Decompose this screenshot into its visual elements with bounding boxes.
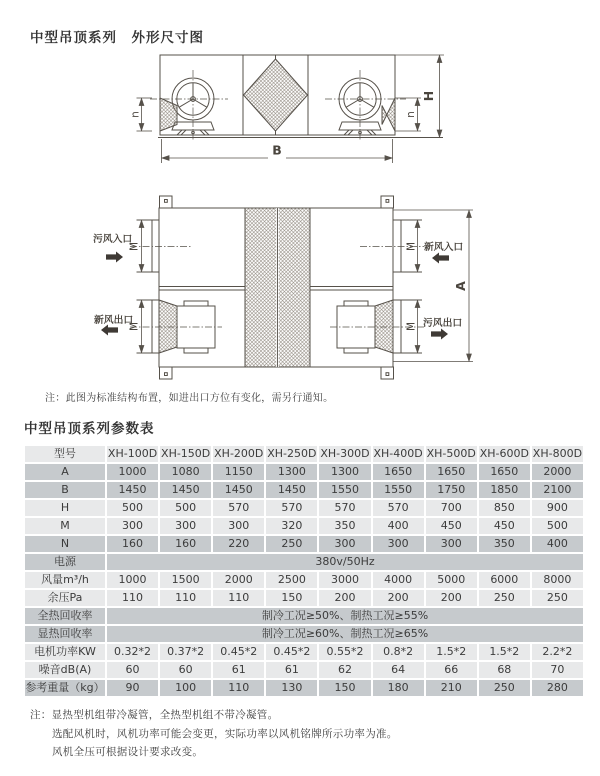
table-cell: 1650 xyxy=(479,464,530,480)
table-row xyxy=(25,590,583,606)
table-cell: 700 xyxy=(426,500,477,516)
table-cell: 1450 xyxy=(266,482,317,498)
dim-label-m-bottom-left: M xyxy=(128,321,141,332)
table-cell: 200 xyxy=(373,590,424,606)
table-cell: 2000 xyxy=(532,464,583,480)
footnote-text: 显热型机组带冷凝管，全热型机组不带冷凝管。 xyxy=(51,709,279,721)
dim-label-m-top-left: M xyxy=(128,241,141,252)
row-label: M xyxy=(25,518,105,534)
table-row xyxy=(25,500,583,516)
table-cell: 90 xyxy=(107,680,158,696)
dim-label-h: H xyxy=(421,90,436,102)
table-cell: XH-800D xyxy=(532,447,583,460)
table-cell: 570 xyxy=(213,500,264,516)
table-cell: 64 xyxy=(373,662,424,678)
merged-cell: 制冷工况≥60%、制热工况≥65% xyxy=(107,626,583,642)
table-cell: 1.5*2 xyxy=(479,644,530,660)
table-cell: 0.8*2 xyxy=(373,644,424,660)
table-cell: 1450 xyxy=(160,482,211,498)
row-label: 参考重量（kg） xyxy=(25,681,105,694)
row-label: H xyxy=(25,500,105,516)
table-cell: 200 xyxy=(319,590,370,606)
footnote-text: 风机全压可根据设计要求改变。 xyxy=(52,746,204,758)
table-cell: 1000 xyxy=(107,572,158,588)
table-cell: 1500 xyxy=(160,572,211,588)
footnotes xyxy=(30,706,398,762)
table-cell: 250 xyxy=(532,590,583,606)
table-cell: 500 xyxy=(160,500,211,516)
dim-label-b: B xyxy=(272,142,282,158)
table-cell: 280 xyxy=(532,680,583,696)
table-cell: XH-300D xyxy=(320,447,370,460)
table-cell: 110 xyxy=(107,590,158,606)
table-cell: 0.32*2 xyxy=(107,644,158,660)
table-cell: 570 xyxy=(319,500,370,516)
dim-label-n-right: n xyxy=(405,111,417,118)
table-cell: 300 xyxy=(160,518,211,534)
top-view xyxy=(101,196,473,379)
row-label: 显热回收率 xyxy=(25,626,105,642)
table-cell: XH-250D xyxy=(267,447,317,460)
footnote-text: 选配风机时，风机功率可能会变更，实际功率以风机铭牌所示功率为准。 xyxy=(52,727,398,740)
table-cell: 60 xyxy=(107,662,158,678)
row-label: 全热回收率 xyxy=(25,608,105,624)
table-cell: 300 xyxy=(426,536,477,552)
table-cell: 1650 xyxy=(426,464,477,480)
row-label: N xyxy=(25,536,105,552)
table-cell: 250 xyxy=(266,536,317,552)
table-header-row xyxy=(25,446,583,462)
table-cell: 60 xyxy=(160,662,211,678)
header-label: 型号 xyxy=(25,446,105,462)
spec-table xyxy=(25,446,583,698)
table-cell: 8000 xyxy=(532,572,583,588)
table-cell: 110 xyxy=(213,680,264,696)
table-cell: 320 xyxy=(266,518,317,534)
footnote-line xyxy=(30,743,398,762)
table-cell: XH-600D xyxy=(479,447,529,460)
table-cell: 1550 xyxy=(319,482,370,498)
row-label: 噪音dB(A) xyxy=(25,662,105,678)
port-label-fresh-air-outlet: 新风出口 xyxy=(94,315,134,326)
table-cell: 400 xyxy=(532,536,583,552)
table-cell: XH-150D xyxy=(161,447,211,460)
port-label-stale-air-inlet: 污风入口 xyxy=(93,234,133,245)
table-cell: 1000 xyxy=(107,464,158,480)
footnote-line xyxy=(30,706,398,725)
row-label: 电源 xyxy=(25,554,105,570)
table-title: 中型吊顶系列参数表 xyxy=(24,421,155,437)
table-cell: 1150 xyxy=(213,464,264,480)
table-cell: 350 xyxy=(319,518,370,534)
table-cell: 3000 xyxy=(319,572,370,588)
table-cell: 500 xyxy=(532,518,583,534)
table-cell: 1750 xyxy=(426,482,477,498)
dim-label-n-left: n xyxy=(129,111,142,118)
table-row-power xyxy=(25,554,583,570)
page-title: 中型吊顶系列 外形尺寸图 xyxy=(30,30,204,46)
port-label-fresh-air-inlet: 新风入口 xyxy=(424,242,464,253)
table-cell: 0.45*2 xyxy=(266,644,317,660)
table-row-sensible-heat-recovery xyxy=(25,626,583,642)
table-cell: 300 xyxy=(319,536,370,552)
arrow-left-icon xyxy=(432,253,449,264)
table-row xyxy=(25,518,583,534)
table-cell: 300 xyxy=(213,518,264,534)
table-row xyxy=(25,644,583,660)
table-cell: 1850 xyxy=(479,482,530,498)
right-fan xyxy=(325,70,406,141)
table-cell: 61 xyxy=(213,662,264,678)
side-view xyxy=(137,55,445,163)
arrow-right-icon xyxy=(106,252,123,263)
table-cell: 180 xyxy=(373,680,424,696)
diagram-note: 注：此图为标准结构布置，如进出口方位有变化，需另行通知。 xyxy=(45,393,334,404)
table-cell: 1550 xyxy=(373,482,424,498)
header-cells xyxy=(107,446,583,462)
table-cell: 300 xyxy=(107,518,158,534)
table-cell: 1300 xyxy=(319,464,370,480)
table-cell: 160 xyxy=(160,536,211,552)
dim-label-a: A xyxy=(453,281,468,291)
table-cell: 570 xyxy=(266,500,317,516)
table-cell: 1300 xyxy=(266,464,317,480)
table-cell: 570 xyxy=(373,500,424,516)
table-cell: 5000 xyxy=(426,572,477,588)
table-cell: 220 xyxy=(213,536,264,552)
table-cell: 66 xyxy=(426,662,477,678)
table-cell: 400 xyxy=(373,518,424,534)
row-label: 余压Pa xyxy=(25,590,105,606)
table-cell: 150 xyxy=(266,590,317,606)
row-label: 电机功率KW xyxy=(25,644,105,660)
left-fan xyxy=(150,70,228,141)
table-row xyxy=(25,536,583,552)
table-cell: 200 xyxy=(426,590,477,606)
table-cell: 130 xyxy=(266,680,317,696)
table-cell: 4000 xyxy=(373,572,424,588)
table-cell: 250 xyxy=(479,680,530,696)
table-cell: 300 xyxy=(373,536,424,552)
table-cell: 2500 xyxy=(266,572,317,588)
right-inlet-cone xyxy=(382,98,395,131)
merged-cell: 制冷工况≥50%、制热工况≥55% xyxy=(107,608,583,624)
merged-cell: 380v/50Hz xyxy=(107,554,583,570)
table-cell: 61 xyxy=(266,662,317,678)
table-cell: 100 xyxy=(160,680,211,696)
row-label: 风量m³/h xyxy=(25,572,105,588)
table-cell: 210 xyxy=(426,680,477,696)
table-cell: XH-100D xyxy=(107,447,158,460)
table-cell: 1450 xyxy=(107,482,158,498)
table-cell: 110 xyxy=(213,590,264,606)
table-cell: 68 xyxy=(479,662,530,678)
port-label-stale-air-outlet: 污风出口 xyxy=(423,318,463,329)
table-cell: 1650 xyxy=(373,464,424,480)
table-cell: XH-500D xyxy=(426,447,476,460)
footnote-prefix: 注： xyxy=(30,709,52,721)
table-cell: 2000 xyxy=(213,572,264,588)
heat-exchanger-core xyxy=(244,59,308,131)
table-cell: 350 xyxy=(479,536,530,552)
table-cell: 160 xyxy=(107,536,158,552)
table-cell: 1450 xyxy=(213,482,264,498)
table-cell: 1.5*2 xyxy=(426,644,477,660)
row-label: B xyxy=(25,482,105,498)
table-row xyxy=(25,680,583,696)
table-cell: 500 xyxy=(107,500,158,516)
table-cell: 62 xyxy=(319,662,370,678)
table-cell: 450 xyxy=(479,518,530,534)
table-cell: 0.55*2 xyxy=(319,644,370,660)
table-cell: 450 xyxy=(426,518,477,534)
dim-label-m-top-right: M xyxy=(405,241,418,252)
table-row xyxy=(25,464,583,480)
arrow-right-icon xyxy=(431,329,448,340)
table-cell: 70 xyxy=(532,662,583,678)
table-row-total-heat-recovery xyxy=(25,608,583,624)
table-cell: XH-400D xyxy=(373,447,423,460)
table-row xyxy=(25,572,583,588)
dim-label-m-bottom-right: M xyxy=(405,321,418,332)
table-cell: 1080 xyxy=(160,464,211,480)
table-row xyxy=(25,662,583,678)
left-inlet-cone xyxy=(160,98,177,131)
table-cell: 2100 xyxy=(532,482,583,498)
table-cell: 250 xyxy=(479,590,530,606)
table-cell: 0.45*2 xyxy=(213,644,264,660)
table-cell: XH-200D xyxy=(214,447,264,460)
table-cell: 6000 xyxy=(479,572,530,588)
row-label: A xyxy=(25,464,105,480)
table-cell: 850 xyxy=(479,500,530,516)
table-cell: 0.37*2 xyxy=(160,644,211,660)
footnote-line xyxy=(30,725,398,744)
table-row xyxy=(25,482,583,498)
table-cell: 2.2*2 xyxy=(532,644,583,660)
table-cell: 150 xyxy=(319,680,370,696)
arrow-left-icon xyxy=(101,325,118,336)
table-cell: 900 xyxy=(532,500,583,516)
table-cell: 110 xyxy=(160,590,211,606)
